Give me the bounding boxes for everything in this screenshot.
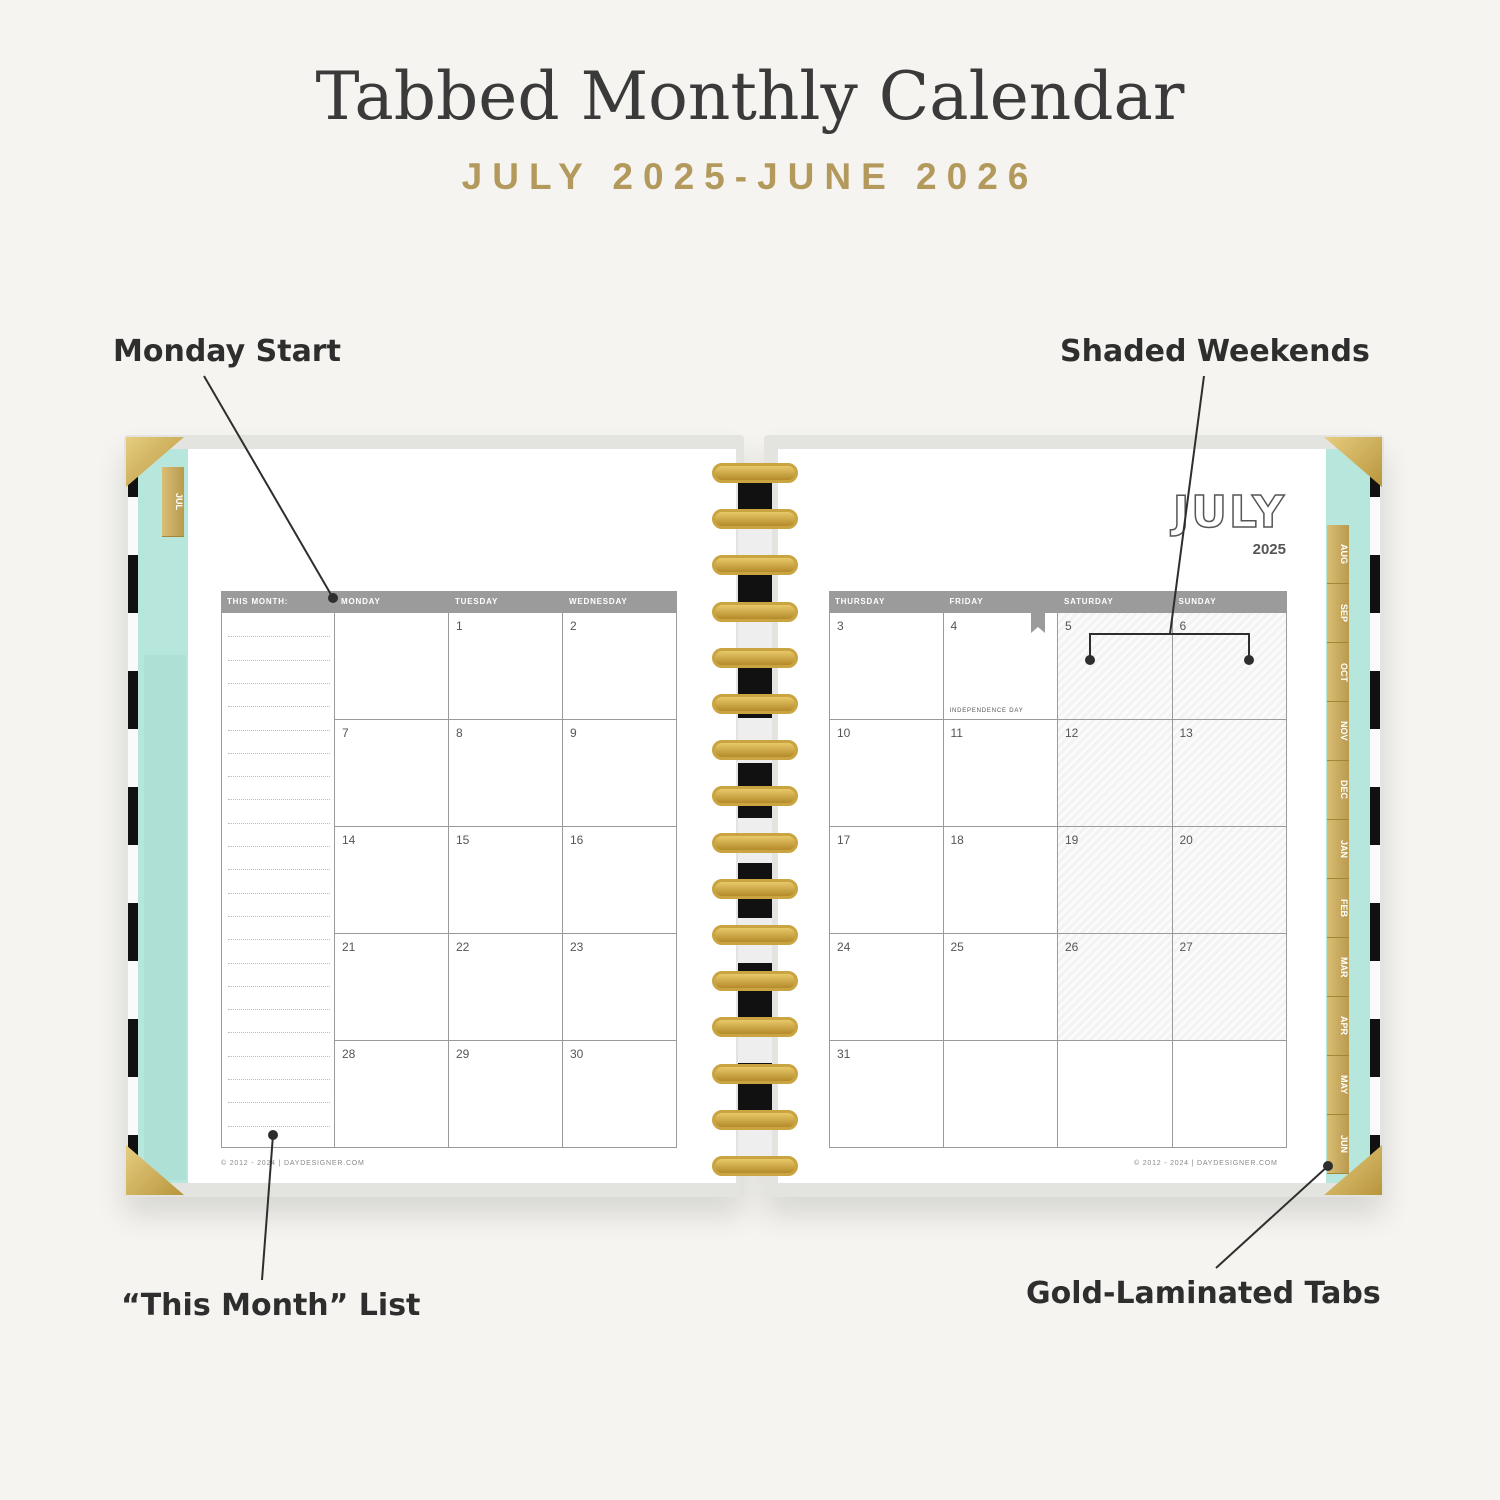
day-number: 2 xyxy=(570,619,577,633)
day-number: 18 xyxy=(950,833,964,847)
day-number: 29 xyxy=(456,1047,470,1061)
tab-oct[interactable]: OCT xyxy=(1327,643,1349,702)
day-number: 1 xyxy=(456,619,463,633)
day-number: 30 xyxy=(570,1047,584,1061)
month-year: 2025 xyxy=(1252,541,1286,558)
callout-this-month-list: “This Month” List xyxy=(121,1288,421,1323)
day-header: SUNDAY xyxy=(1173,591,1288,613)
day-number: 25 xyxy=(950,940,964,954)
leader-tabs xyxy=(1216,1166,1328,1268)
day-number: 8 xyxy=(456,726,463,740)
leader-monday xyxy=(204,376,333,598)
tab-apr[interactable]: APR xyxy=(1327,997,1349,1056)
callout-gold-tabs: Gold-Laminated Tabs xyxy=(1026,1276,1381,1311)
leader-dot xyxy=(1324,1162,1332,1170)
leader-this-month xyxy=(262,1135,273,1280)
callout-monday-start: Monday Start xyxy=(113,334,341,369)
day-number: 3 xyxy=(837,619,844,633)
page-title: Tabbed Monthly Calendar xyxy=(315,58,1185,135)
month-title: JULY xyxy=(1172,487,1286,538)
day-number: 15 xyxy=(456,833,470,847)
day-number: 28 xyxy=(342,1047,356,1061)
leader-dot xyxy=(1086,656,1094,664)
day-number: 22 xyxy=(456,940,470,954)
day-number: 7 xyxy=(342,726,349,740)
day-header: MONDAY xyxy=(335,591,449,613)
tab-jul[interactable]: JUL xyxy=(162,467,184,537)
day-number: 24 xyxy=(837,940,851,954)
day-number: 13 xyxy=(1179,726,1193,740)
day-header: WEDNESDAY xyxy=(563,591,677,613)
tab-feb[interactable]: FEB xyxy=(1327,879,1349,938)
tab-dec[interactable]: DEC xyxy=(1327,761,1349,820)
page-subtitle: JULY 2025-JUNE 2026 xyxy=(461,156,1039,197)
tab-jun[interactable]: JUN xyxy=(1327,1115,1349,1174)
day-header: THURSDAY xyxy=(829,591,944,613)
day-number: 31 xyxy=(837,1047,851,1061)
day-number: 5 xyxy=(1065,619,1072,633)
leader-dot xyxy=(269,1131,277,1139)
day-number: 21 xyxy=(342,940,356,954)
day-number: 17 xyxy=(837,833,851,847)
weekend-bracket xyxy=(1090,634,1249,660)
leader-weekends xyxy=(1170,376,1204,634)
footer-right: © 2012 - 2024 | DAYDESIGNER.COM xyxy=(1134,1160,1278,1167)
day-number: 11 xyxy=(950,726,963,740)
tab-mar[interactable]: MAR xyxy=(1327,938,1349,997)
day-number: 23 xyxy=(570,940,584,954)
day-number: 10 xyxy=(837,726,851,740)
day-header: SATURDAY xyxy=(1058,591,1173,613)
tab-nov[interactable]: NOV xyxy=(1327,702,1349,761)
this-month-header: THIS MONTH: xyxy=(221,591,335,613)
tab-jan[interactable]: JAN xyxy=(1327,820,1349,879)
day-header: FRIDAY xyxy=(944,591,1059,613)
day-number: 12 xyxy=(1065,726,1079,740)
leader-dot xyxy=(329,594,337,602)
day-number: 19 xyxy=(1065,833,1079,847)
tab-may[interactable]: MAY xyxy=(1327,1056,1349,1115)
callout-shaded-weekends: Shaded Weekends xyxy=(1060,334,1370,369)
tab-sep[interactable]: SEP xyxy=(1327,584,1349,643)
day-number: 9 xyxy=(570,726,577,740)
footer-left: © 2012 - 2024 | DAYDESIGNER.COM xyxy=(221,1160,365,1167)
day-number: 6 xyxy=(1179,619,1187,633)
day-number: 14 xyxy=(342,833,356,847)
day-number: 26 xyxy=(1065,940,1079,954)
tab-aug[interactable]: AUG xyxy=(1327,525,1349,584)
day-header: TUESDAY xyxy=(449,591,563,613)
leader-dot xyxy=(1245,656,1253,664)
day-number: 16 xyxy=(570,833,584,847)
holiday-label: INDEPENDENCE DAY xyxy=(949,708,1024,714)
day-number: 27 xyxy=(1179,940,1193,954)
day-number: 4 xyxy=(950,619,958,633)
day-number: 20 xyxy=(1179,833,1193,847)
